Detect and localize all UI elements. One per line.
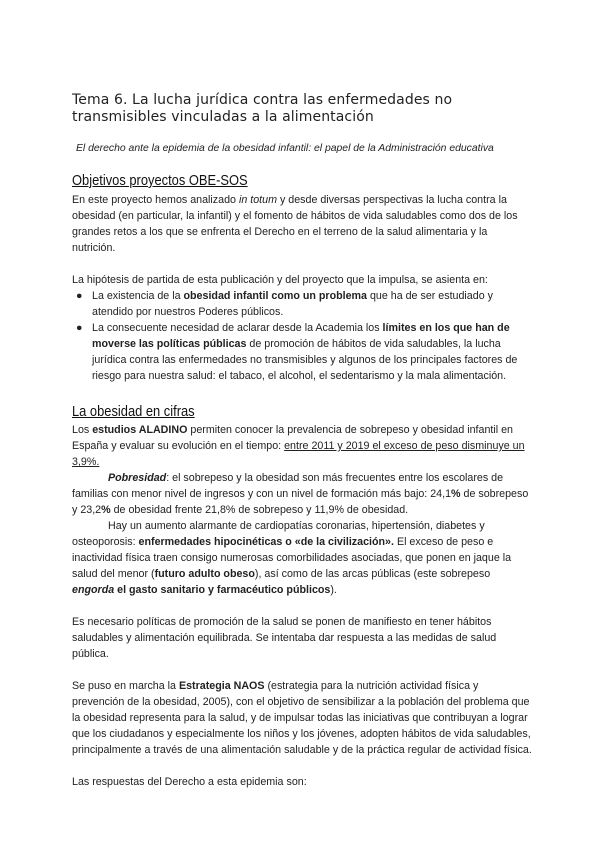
paragraph-naos: Se puso en marcha la Estrategia NAOS (estrategia para la nutrición actividad física y prevención de la obesidad, 2005), con el objetivo de sensibilizar a la población del problema que la obesidad representa para la salud, y de impulsar todas las iniciativas que contribuyan a lograr que los ciudadanos y especialmente los niños y los jóvenes, adopten hábitos de vida saludables, principalmente a través de una alimentación saludable y de la práctica regular de actividad física.: [72, 680, 532, 756]
section-cifras-body: [72, 422, 532, 790]
document-subtitle: El derecho ante la epidemia de la obesidad infantil: el papel de la Administración educativa: [76, 143, 494, 154]
section-heading-objetivos: Objetivos proyectos OBE-SOS: [72, 172, 248, 189]
paragraph-proyecto: En este proyecto hemos analizado in totum y desde diversas perspectivas la lucha contra la obesidad (en particular, la infantil) y el fomento de hábitos de vida saludables como dos de los grandes retos a los que se enfrenta el Derecho en el terreno de la salud alimentaria y la nutrición.: [72, 194, 518, 254]
hipotesis-list: [72, 288, 532, 384]
section-heading-cifras: La obesidad en cifras: [72, 403, 195, 420]
paragraph-aladino: Los estudios ALADINO permiten conocer la prevalencia de sobrepeso y obesidad infantil en España y evaluar su evolución en el tiempo: entre 2011 y 2019 el exceso de peso disminuye un 3,9%.: [72, 424, 525, 468]
section-objetivos-body: [72, 192, 532, 384]
paragraph-pobresidad: Pobresidad: el sobrepeso y la obesidad son más frecuentes entre los escolares de familias con menor nivel de ingresos y con un nivel de formación más bajo: 24,1% de sobrepeso y 23,2% de obesidad frente 21,8% de sobrepeso y 11,9% de obesidad.: [72, 472, 529, 516]
bullet-icon: ●: [76, 290, 83, 302]
paragraph-hipotesis: La hipótesis de partida de esta publicación y del proyecto que la impulsa, se asienta en:: [72, 274, 488, 286]
bullet-icon: ●: [76, 322, 83, 334]
paragraph-enfermedades: Hay un aumento alarmante de cardiopatías coronarias, hipertensión, diabetes y osteoporosis: enfermedades hipocinéticas o «de la civilización». El exceso de peso e inactividad física traen consigo numerosas comorbilidades asociadas, que ponen en jaque la salud del menor (futuro adulto obeso), así como de las arcas públicas (este sobrepeso engorda el gasto sanitario y farmacéutico públicos).: [72, 520, 512, 596]
paragraph-respuestas: Las respuestas del Derecho a esta epidemia son:: [72, 776, 307, 788]
paragraph-politicas: Es necesario políticas de promoción de la salud se ponen de manifiesto en tener hábitos saludables y alimentación equilibrada. Se intentaba dar respuesta a las medidas de salud pública.: [72, 616, 497, 660]
list-item: ● La consecuente necesidad de aclarar desde la Academia los límites en los que han de moverse las políticas públicas de promoción de hábitos de vida saludables, la lucha jurídica contra las enfermedades no transmisibles y algunos de los principales factores de riesgo para nuestra salud: el tabaco, el alcohol, el sedentarismo y la mala alimentación.: [76, 322, 518, 382]
document-title: Tema 6. La lucha jurídica contra las enfermedades no transmisibles vinculadas a la alimentación: [72, 92, 453, 125]
list-item: ● La existencia de la obesidad infantil como un problema que ha de ser estudiado y atendido por nuestros Poderes públicos.: [76, 290, 493, 318]
